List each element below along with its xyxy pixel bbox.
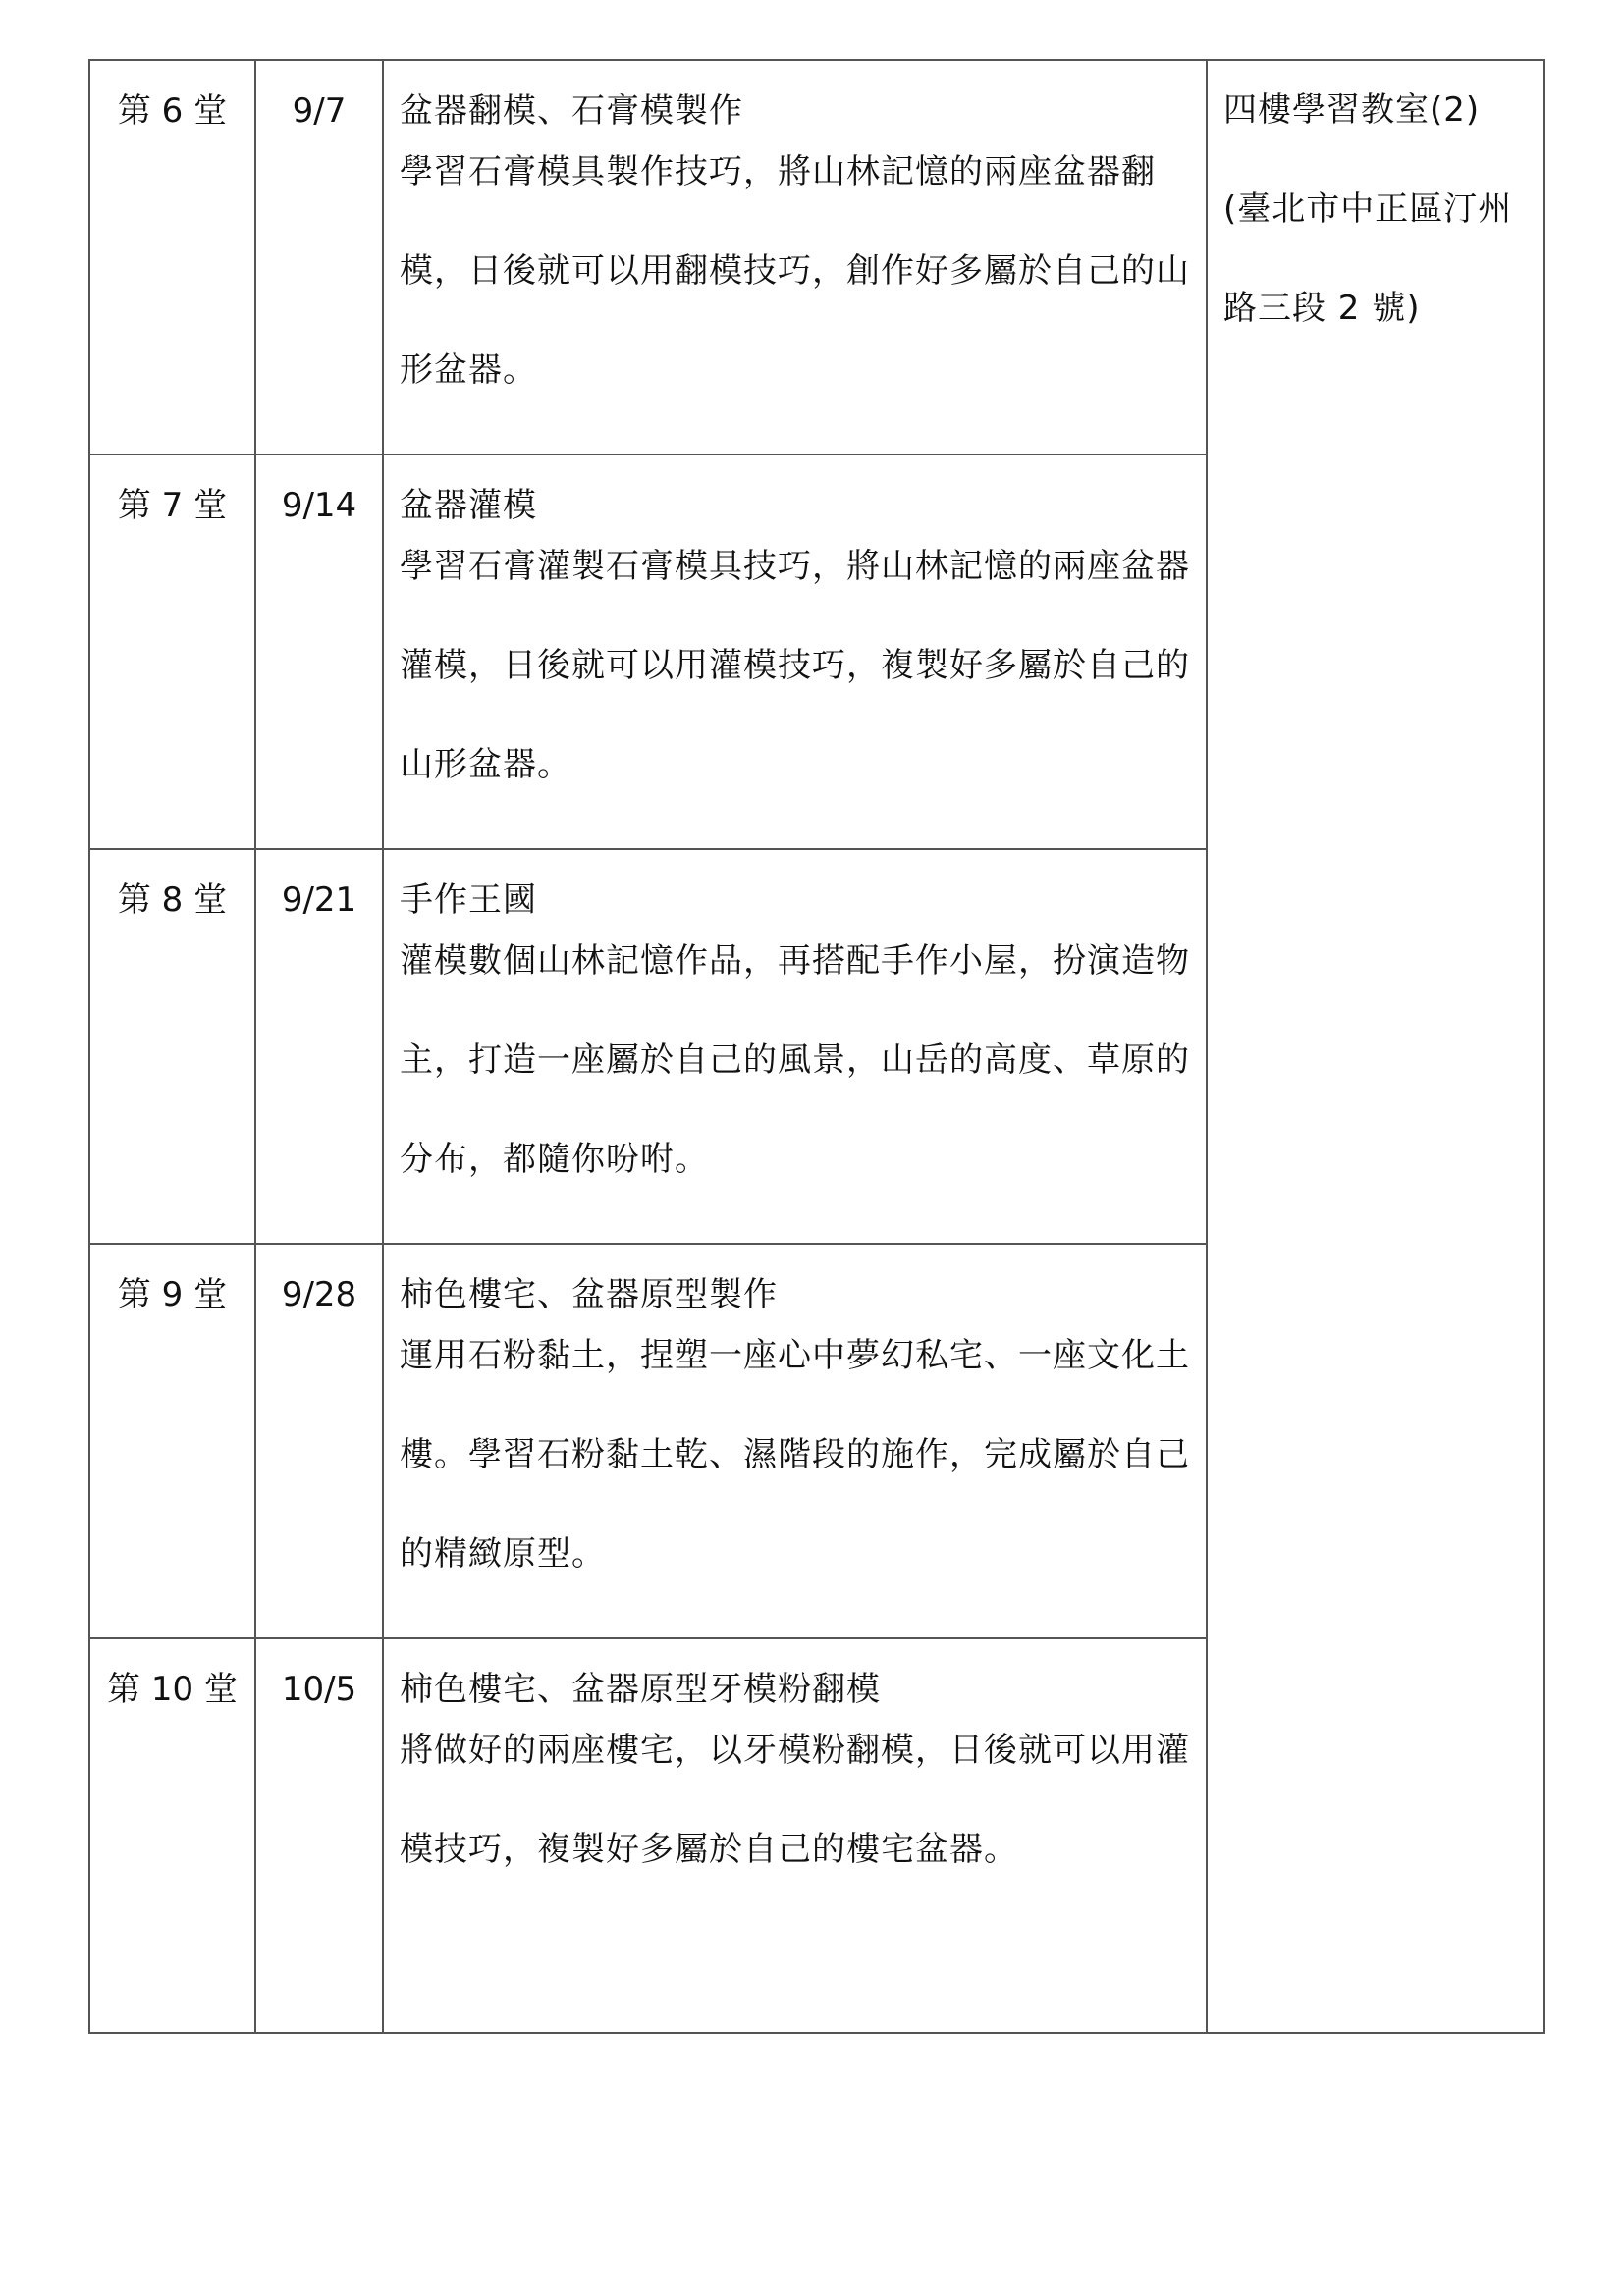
location-address: (臺北市中正區汀州路三段 2 號) <box>1223 189 1513 328</box>
content-cell <box>383 1638 1207 2033</box>
date-cell: 9/7 <box>255 60 383 454</box>
date-cell: 10/5 <box>255 1638 383 2033</box>
lesson-topic: 柿色樓宅、盆器原型牙模粉翻模 <box>400 1670 881 1709</box>
lesson-topic: 手作王國 <box>400 881 537 920</box>
content-cell <box>383 454 1207 849</box>
session-cell: 第 6 堂 <box>89 60 255 454</box>
session-cell: 第 9 堂 <box>89 1244 255 1638</box>
session-cell: 第 8 堂 <box>89 849 255 1244</box>
date-cell: 9/21 <box>255 849 383 1244</box>
lesson-topic: 盆器翻模、石膏模製作 <box>400 91 743 131</box>
lesson-description: 灌模數個山林記憶作品，再搭配手作小屋，扮演造物主，打造一座屬於自己的風景，山岳的高度、草原的分布，都隨你吩咐。 <box>400 941 1190 1179</box>
lesson-description: 運用石粉黏土，捏塑一座心中夢幻私宅、一座文化土樓。學習石粉黏土乾、濕階段的施作，完成屬於自己的精緻原型。 <box>400 1336 1190 1574</box>
session-cell: 第 10 堂 <box>89 1638 255 2033</box>
content-cell <box>383 1244 1207 1638</box>
lesson-topic: 柿色樓宅、盆器原型製作 <box>400 1275 778 1314</box>
table-row <box>89 60 1544 454</box>
lesson-description: 將做好的兩座樓宅，以牙模粉翻模，日後就可以用灌模技巧，複製好多屬於自己的樓宅盆器。 <box>400 1731 1190 1869</box>
session-cell: 第 7 堂 <box>89 454 255 849</box>
date-cell: 9/28 <box>255 1244 383 1638</box>
lesson-description: 學習石膏灌製石膏模具技巧，將山林記憶的兩座盆器灌模，日後就可以用灌模技巧，複製好多屬於自己的山形盆器。 <box>400 547 1190 784</box>
course-schedule-table <box>88 59 1545 2034</box>
lesson-description: 學習石膏模具製作技巧，將山林記憶的兩座盆器翻模，日後就可以用翻模技巧，創作好多屬於自己的山形盆器。 <box>400 152 1190 390</box>
date-cell: 9/14 <box>255 454 383 849</box>
content-cell <box>383 849 1207 1244</box>
location-room: 四樓學習教室(2) <box>1223 90 1481 130</box>
location-cell <box>1207 60 1544 2033</box>
content-cell <box>383 60 1207 454</box>
lesson-topic: 盆器灌模 <box>400 486 537 525</box>
